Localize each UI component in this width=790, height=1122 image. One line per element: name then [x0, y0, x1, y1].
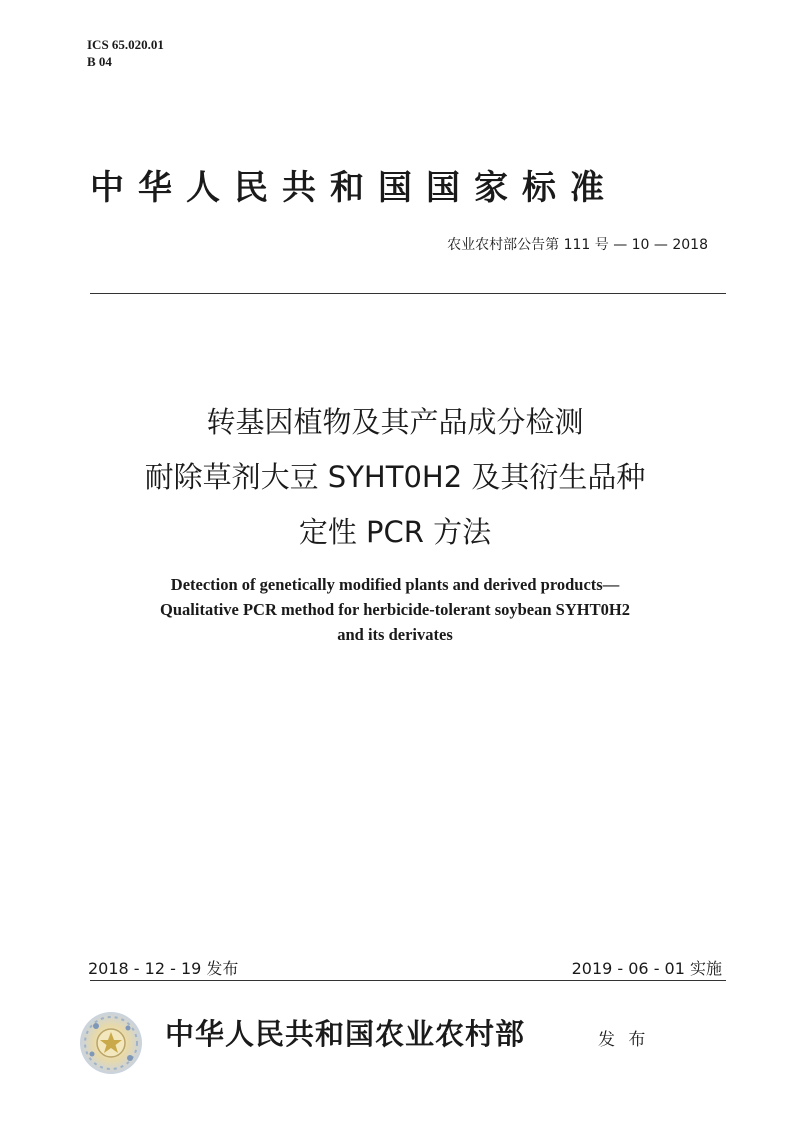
chinese-title-line-3: 定性 PCR 方法 [298, 515, 492, 549]
english-title-line-3: and its derivates [337, 625, 453, 644]
issuing-authority: 中华人民共和国农业农村部 [165, 1017, 526, 1051]
footer-divider [90, 980, 726, 981]
chinese-title-line-1: 转基因植物及其产品成分检测 [206, 405, 584, 439]
issue-date: 2018 - 12 - 19 发布 [88, 959, 239, 978]
national-standard-heading: 中华人民共和国国家标准 [90, 168, 618, 208]
english-title-line-2: Qualitative PCR method for herbicide-tolerant soybean SYHT0H2 [160, 600, 630, 619]
classification-block [87, 36, 164, 70]
english-title-line-1: Detection of genetically modified plants and derived products— [170, 575, 620, 594]
standard-number: 农业农村部公告第 111 号 — 10 — 2018 [447, 237, 708, 253]
ministry-seal-icon [78, 1010, 144, 1076]
header-divider [90, 293, 726, 294]
chinese-title [0, 395, 790, 560]
english-title [0, 572, 790, 647]
implementation-date: 2019 - 06 - 01 实施 [571, 959, 722, 978]
ccs-code: B 04 [87, 54, 112, 69]
publish-label: 发 布 [598, 1030, 650, 1050]
ics-code: ICS 65.020.01 [87, 37, 164, 52]
chinese-title-line-2: 耐除草剂大豆 SYHT0H2 及其衍生品种 [144, 460, 646, 494]
